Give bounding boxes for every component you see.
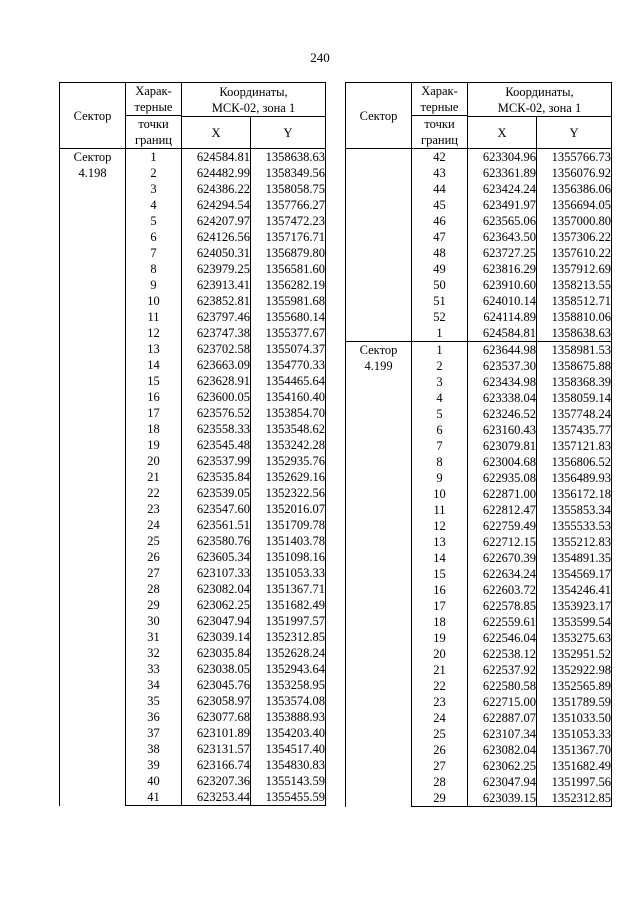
y-coordinate-cell: 1355212.83: [537, 534, 612, 550]
x-coordinate-cell: 622887.07: [468, 710, 537, 726]
x-coordinate-cell: 623058.97: [182, 693, 251, 709]
point-number-cell: 28: [412, 774, 468, 790]
page-number: 240: [310, 50, 330, 65]
y-coordinate-cell: 1353923.17: [537, 598, 612, 614]
y-coordinate-cell: 1355533.53: [537, 518, 612, 534]
point-number-cell: 16: [126, 389, 182, 405]
y-coordinate-cell: 1352322.56: [251, 485, 326, 501]
point-number-cell: 1: [412, 342, 468, 359]
x-coordinate-cell: 623166.74: [182, 757, 251, 773]
x-coordinate-cell: 623434.98: [468, 374, 537, 390]
point-number-cell: 22: [412, 678, 468, 694]
x-coordinate-cell: 622546.04: [468, 630, 537, 646]
x-coordinate-cell: 624126.56: [182, 229, 251, 245]
point-number-cell: 24: [126, 517, 182, 533]
point-number-cell: 44: [412, 181, 468, 197]
point-number-cell: 37: [126, 725, 182, 741]
y-coordinate-cell: 1355680.14: [251, 309, 326, 325]
x-coordinate-cell: 623062.25: [182, 597, 251, 613]
x-coordinate-cell: 624050.31: [182, 245, 251, 261]
table-body: [346, 149, 612, 807]
x-coordinate-cell: 622538.12: [468, 646, 537, 662]
y-coordinate-cell: 1352312.85: [537, 790, 612, 807]
x-coordinate-cell: 623004.68: [468, 454, 537, 470]
x-coordinate-cell: 623580.76: [182, 533, 251, 549]
sector-label: 4.198: [78, 166, 107, 180]
x-coordinate-cell: 623160.43: [468, 422, 537, 438]
point-number-cell: 33: [126, 661, 182, 677]
y-coordinate-cell: 1354830.83: [251, 757, 326, 773]
point-number-cell: 6: [126, 229, 182, 245]
y-coordinate-cell: 1351682.49: [251, 597, 326, 613]
point-number-cell: 12: [126, 325, 182, 341]
x-coordinate-cell: 622871.00: [468, 486, 537, 502]
point-number-cell: 51: [412, 293, 468, 309]
y-coordinate-cell: 1352628.24: [251, 645, 326, 661]
point-number-cell: 15: [412, 566, 468, 582]
x-coordinate-cell: 624294.54: [182, 197, 251, 213]
x-coordinate-cell: 622559.61: [468, 614, 537, 630]
y-header: Y: [537, 117, 612, 149]
x-coordinate-cell: 623207.36: [182, 773, 251, 789]
x-coordinate-cell: 624386.22: [182, 181, 251, 197]
y-coordinate-cell: 1357766.27: [251, 197, 326, 213]
x-coordinate-cell: 623565.06: [468, 213, 537, 229]
x-coordinate-cell: 623047.94: [468, 774, 537, 790]
point-number-cell: 24: [412, 710, 468, 726]
point-number-cell: 41: [126, 789, 182, 806]
table-body: [60, 149, 326, 806]
y-coordinate-cell: 1351367.71: [251, 581, 326, 597]
y-coordinate-cell: 1351053.33: [537, 726, 612, 742]
x-coordinate-cell: 623547.60: [182, 501, 251, 517]
sector-label: Сектор: [359, 343, 398, 357]
point-number-cell: 19: [126, 437, 182, 453]
x-coordinate-cell: 622537.92: [468, 662, 537, 678]
y-coordinate-cell: 1351709.78: [251, 517, 326, 533]
y-coordinate-cell: 1356694.05: [537, 197, 612, 213]
y-coordinate-cell: 1358059.14: [537, 390, 612, 406]
x-coordinate-cell: 624010.14: [468, 293, 537, 309]
point-number-cell: 45: [412, 197, 468, 213]
y-coordinate-cell: 1352016.07: [251, 501, 326, 517]
point-number-cell: 10: [126, 293, 182, 309]
y-coordinate-cell: 1356806.52: [537, 454, 612, 470]
y-coordinate-cell: 1357000.80: [537, 213, 612, 229]
y-coordinate-cell: 1353548.62: [251, 421, 326, 437]
y-coordinate-cell: 1358810.06: [537, 309, 612, 325]
x-coordinate-cell: 623913.41: [182, 277, 251, 293]
point-number-cell: 42: [412, 149, 468, 166]
x-coordinate-cell: 623253.44: [182, 789, 251, 806]
point-number-cell: 14: [412, 550, 468, 566]
x-coordinate-cell: 623107.33: [182, 565, 251, 581]
point-number-cell: 25: [126, 533, 182, 549]
point-number-cell: 27: [126, 565, 182, 581]
x-coordinate-cell: 623045.76: [182, 677, 251, 693]
point-number-cell: 49: [412, 261, 468, 277]
x-coordinate-cell: 622715.00: [468, 694, 537, 710]
y-coordinate-cell: 1352629.16: [251, 469, 326, 485]
point-number-cell: 34: [126, 677, 182, 693]
y-coordinate-cell: 1357176.71: [251, 229, 326, 245]
x-coordinate-cell: 623910.60: [468, 277, 537, 293]
point-number-cell: 1: [412, 325, 468, 342]
y-coordinate-cell: 1353242.28: [251, 437, 326, 453]
y-coordinate-cell: 1355853.34: [537, 502, 612, 518]
sector-label: 4.199: [364, 359, 393, 373]
x-coordinate-cell: 623628.91: [182, 373, 251, 389]
y-coordinate-cell: 1351098.16: [251, 549, 326, 565]
x-coordinate-cell: 623361.89: [468, 165, 537, 181]
x-coordinate-cell: 623747.38: [182, 325, 251, 341]
point-number-cell: 17: [412, 598, 468, 614]
x-coordinate-cell: 622580.58: [468, 678, 537, 694]
y-coordinate-cell: 1358368.39: [537, 374, 612, 390]
point-number-cell: 30: [126, 613, 182, 629]
point-number-cell: 8: [126, 261, 182, 277]
y-coordinate-cell: 1358213.55: [537, 277, 612, 293]
point-number-cell: 17: [126, 405, 182, 421]
point-number-cell: 7: [412, 438, 468, 454]
point-number-cell: 4: [412, 390, 468, 406]
x-coordinate-cell: 623079.81: [468, 438, 537, 454]
point-number-cell: 25: [412, 726, 468, 742]
point-number-cell: 21: [126, 469, 182, 485]
y-coordinate-cell: 1356879.80: [251, 245, 326, 261]
y-coordinate-cell: 1352922.98: [537, 662, 612, 678]
point-number-cell: 9: [126, 277, 182, 293]
x-coordinate-cell: 623039.15: [468, 790, 537, 807]
y-coordinate-cell: 1354160.40: [251, 389, 326, 405]
point-number-cell: 35: [126, 693, 182, 709]
x-coordinate-cell: 622578.85: [468, 598, 537, 614]
point-number-cell: 50: [412, 277, 468, 293]
x-coordinate-cell: 622670.39: [468, 550, 537, 566]
x-header: X: [468, 117, 537, 149]
x-coordinate-cell: 623545.48: [182, 437, 251, 453]
x-header: X: [182, 117, 251, 149]
table-row: [346, 149, 612, 166]
y-coordinate-cell: 1357435.77: [537, 422, 612, 438]
point-number-cell: 12: [412, 518, 468, 534]
point-number-cell: 11: [126, 309, 182, 325]
point-number-cell: 28: [126, 581, 182, 597]
x-coordinate-cell: 623702.58: [182, 341, 251, 357]
point-number-cell: 48: [412, 245, 468, 261]
point-number-cell: 23: [126, 501, 182, 517]
x-coordinate-cell: 623663.09: [182, 357, 251, 373]
x-coordinate-cell: 623539.05: [182, 485, 251, 501]
y-coordinate-cell: 1357748.24: [537, 406, 612, 422]
y-coordinate-cell: 1358638.63: [251, 149, 326, 166]
y-coordinate-cell: 1353854.70: [251, 405, 326, 421]
y-coordinate-cell: 1353275.63: [537, 630, 612, 646]
y-coordinate-cell: 1356172.18: [537, 486, 612, 502]
y-coordinate-cell: 1352951.52: [537, 646, 612, 662]
point-number-cell: 13: [126, 341, 182, 357]
point-number-cell: 27: [412, 758, 468, 774]
x-coordinate-cell: 623537.30: [468, 358, 537, 374]
point-number-cell: 1: [126, 149, 182, 166]
y-coordinate-cell: 1352935.76: [251, 453, 326, 469]
y-coordinate-cell: 1354203.40: [251, 725, 326, 741]
x-coordinate-cell: 623077.68: [182, 709, 251, 725]
point-number-cell: 19: [412, 630, 468, 646]
point-number-cell: 29: [126, 597, 182, 613]
point-number-cell: 32: [126, 645, 182, 661]
point-number-cell: 21: [412, 662, 468, 678]
y-coordinate-cell: 1357306.22: [537, 229, 612, 245]
x-coordinate-cell: 622935.08: [468, 470, 537, 486]
point-number-cell: 5: [412, 406, 468, 422]
point-number-cell: 6: [412, 422, 468, 438]
point-number-cell: 13: [412, 534, 468, 550]
x-coordinate-cell: 623605.34: [182, 549, 251, 565]
y-coordinate-cell: 1355143.59: [251, 773, 326, 789]
y-coordinate-cell: 1356282.19: [251, 277, 326, 293]
y-coordinate-cell: 1355377.67: [251, 325, 326, 341]
point-number-cell: 29: [412, 790, 468, 807]
sector-header: Сектор: [60, 83, 126, 149]
y-coordinate-cell: 1354770.33: [251, 357, 326, 373]
point-number-cell: 2: [412, 358, 468, 374]
point-number-cell: 16: [412, 582, 468, 598]
x-coordinate-cell: 623816.29: [468, 261, 537, 277]
x-coordinate-cell: 624584.81: [182, 149, 251, 166]
x-coordinate-cell: 622712.15: [468, 534, 537, 550]
points-header: Харак- терные точки границ: [412, 83, 468, 149]
y-coordinate-cell: 1353574.08: [251, 693, 326, 709]
point-number-cell: 2: [126, 165, 182, 181]
x-coordinate-cell: 623035.84: [182, 645, 251, 661]
y-coordinate-cell: 1351997.57: [251, 613, 326, 629]
y-coordinate-cell: 1356386.06: [537, 181, 612, 197]
x-coordinate-cell: 623047.94: [182, 613, 251, 629]
y-coordinate-cell: 1351789.59: [537, 694, 612, 710]
x-coordinate-cell: 623576.52: [182, 405, 251, 421]
coordinates-table-right: [345, 82, 612, 807]
point-number-cell: 10: [412, 486, 468, 502]
point-number-cell: 18: [126, 421, 182, 437]
x-coordinate-cell: 623643.50: [468, 229, 537, 245]
y-coordinate-cell: 1351403.78: [251, 533, 326, 549]
sector-cell: [60, 149, 126, 806]
x-coordinate-cell: 623101.89: [182, 725, 251, 741]
x-coordinate-cell: 623246.52: [468, 406, 537, 422]
point-number-cell: 20: [126, 453, 182, 469]
x-coordinate-cell: 623304.96: [468, 149, 537, 166]
point-number-cell: 3: [126, 181, 182, 197]
y-coordinate-cell: 1358349.56: [251, 165, 326, 181]
y-coordinate-cell: 1358512.71: [537, 293, 612, 309]
x-coordinate-cell: 623797.46: [182, 309, 251, 325]
y-coordinate-cell: 1355766.73: [537, 149, 612, 166]
x-coordinate-cell: 623644.98: [468, 342, 537, 359]
point-number-cell: 14: [126, 357, 182, 373]
y-coordinate-cell: 1355455.59: [251, 789, 326, 806]
y-coordinate-cell: 1352312.85: [251, 629, 326, 645]
point-number-cell: 4: [126, 197, 182, 213]
y-coordinate-cell: 1351682.49: [537, 758, 612, 774]
sector-label: Сектор: [73, 150, 112, 164]
y-coordinate-cell: 1356489.93: [537, 470, 612, 486]
x-coordinate-cell: 623491.97: [468, 197, 537, 213]
x-coordinate-cell: 622759.49: [468, 518, 537, 534]
point-number-cell: 39: [126, 757, 182, 773]
x-coordinate-cell: 623082.04: [468, 742, 537, 758]
point-number-cell: 22: [126, 485, 182, 501]
point-number-cell: 23: [412, 694, 468, 710]
x-coordinate-cell: 624114.89: [468, 309, 537, 325]
sector-cell: [346, 342, 412, 807]
point-number-cell: 43: [412, 165, 468, 181]
point-number-cell: 46: [412, 213, 468, 229]
x-coordinate-cell: 623852.81: [182, 293, 251, 309]
point-number-cell: 5: [126, 213, 182, 229]
sector-cell: [346, 149, 412, 342]
table-row: [346, 342, 612, 359]
y-coordinate-cell: 1358638.63: [537, 325, 612, 342]
point-number-cell: 36: [126, 709, 182, 725]
x-coordinate-cell: 624207.97: [182, 213, 251, 229]
y-coordinate-cell: 1352943.64: [251, 661, 326, 677]
point-number-cell: 9: [412, 470, 468, 486]
y-coordinate-cell: 1357472.23: [251, 213, 326, 229]
point-number-cell: 38: [126, 741, 182, 757]
point-number-cell: 26: [412, 742, 468, 758]
coordinates-header: Координаты, МСК-02, зона 1: [182, 83, 326, 117]
point-number-cell: 26: [126, 549, 182, 565]
x-coordinate-cell: 624584.81: [468, 325, 537, 342]
point-number-cell: 18: [412, 614, 468, 630]
y-coordinate-cell: 1353888.93: [251, 709, 326, 725]
y-coordinate-cell: 1357912.69: [537, 261, 612, 277]
point-number-cell: 15: [126, 373, 182, 389]
y-coordinate-cell: 1354891.35: [537, 550, 612, 566]
x-coordinate-cell: 623131.57: [182, 741, 251, 757]
y-coordinate-cell: 1354246.41: [537, 582, 612, 598]
y-header: Y: [251, 117, 326, 149]
point-number-cell: 3: [412, 374, 468, 390]
y-coordinate-cell: 1355074.37: [251, 341, 326, 357]
point-number-cell: 31: [126, 629, 182, 645]
y-coordinate-cell: 1352565.89: [537, 678, 612, 694]
y-coordinate-cell: 1351367.70: [537, 742, 612, 758]
x-coordinate-cell: 624482.99: [182, 165, 251, 181]
y-coordinate-cell: 1358981.53: [537, 342, 612, 359]
point-number-cell: 52: [412, 309, 468, 325]
y-coordinate-cell: 1354465.64: [251, 373, 326, 389]
x-coordinate-cell: 623338.04: [468, 390, 537, 406]
x-coordinate-cell: 623979.25: [182, 261, 251, 277]
x-coordinate-cell: 623537.99: [182, 453, 251, 469]
y-coordinate-cell: 1358675.88: [537, 358, 612, 374]
y-coordinate-cell: 1358058.75: [251, 181, 326, 197]
y-coordinate-cell: 1354569.17: [537, 566, 612, 582]
y-coordinate-cell: 1354517.40: [251, 741, 326, 757]
x-coordinate-cell: 623561.51: [182, 517, 251, 533]
y-coordinate-cell: 1353599.54: [537, 614, 612, 630]
y-coordinate-cell: 1357121.83: [537, 438, 612, 454]
x-coordinate-cell: 623039.14: [182, 629, 251, 645]
x-coordinate-cell: 623424.24: [468, 181, 537, 197]
point-number-cell: 7: [126, 245, 182, 261]
x-coordinate-cell: 623558.33: [182, 421, 251, 437]
point-number-cell: 47: [412, 229, 468, 245]
y-coordinate-cell: 1351033.50: [537, 710, 612, 726]
point-number-cell: 40: [126, 773, 182, 789]
coordinates-header: Координаты, МСК-02, зона 1: [468, 83, 612, 117]
y-coordinate-cell: 1356581.60: [251, 261, 326, 277]
x-coordinate-cell: 623062.25: [468, 758, 537, 774]
y-coordinate-cell: 1353258.95: [251, 677, 326, 693]
points-header: Харак- терные точки границ: [126, 83, 182, 149]
x-coordinate-cell: 623107.34: [468, 726, 537, 742]
coordinates-table-left: [59, 82, 326, 806]
point-number-cell: 8: [412, 454, 468, 470]
sector-header: Сектор: [346, 83, 412, 149]
y-coordinate-cell: 1351053.33: [251, 565, 326, 581]
table-row: [60, 149, 326, 166]
x-coordinate-cell: 623535.84: [182, 469, 251, 485]
x-coordinate-cell: 622634.24: [468, 566, 537, 582]
x-coordinate-cell: 623038.05: [182, 661, 251, 677]
x-coordinate-cell: 623082.04: [182, 581, 251, 597]
y-coordinate-cell: 1351997.56: [537, 774, 612, 790]
x-coordinate-cell: 622603.72: [468, 582, 537, 598]
x-coordinate-cell: 623727.25: [468, 245, 537, 261]
x-coordinate-cell: 622812.47: [468, 502, 537, 518]
y-coordinate-cell: 1357610.22: [537, 245, 612, 261]
x-coordinate-cell: 623600.05: [182, 389, 251, 405]
point-number-cell: 11: [412, 502, 468, 518]
y-coordinate-cell: 1355981.68: [251, 293, 326, 309]
y-coordinate-cell: 1356076.92: [537, 165, 612, 181]
point-number-cell: 20: [412, 646, 468, 662]
